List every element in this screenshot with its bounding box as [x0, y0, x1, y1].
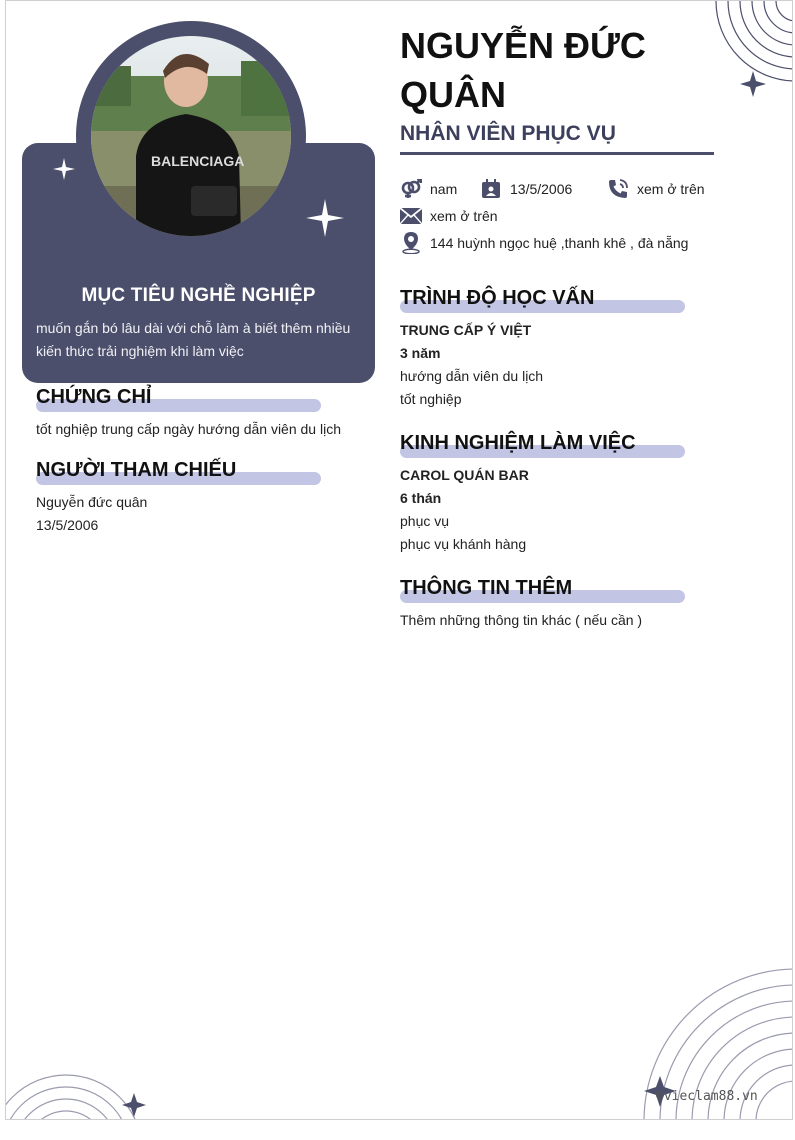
experience-task: phục vụ khánh hàng: [400, 536, 527, 552]
additional-title: THÔNG TIN THÊM: [400, 577, 573, 599]
birthday-value: 13/5/2006: [510, 181, 573, 197]
location-icon: [400, 232, 422, 254]
certificates-heading: [36, 386, 151, 409]
education-school: TRUNG CẤP Ý VIỆT: [400, 322, 532, 338]
sparkle-icon: [122, 1093, 146, 1117]
phone-icon: [607, 178, 629, 200]
svg-text:BALENCIAGA: BALENCIAGA: [151, 153, 245, 169]
phone-value: xem ở trên: [637, 181, 705, 197]
mail-icon: [400, 205, 422, 227]
cv-page: [5, 0, 793, 1120]
decorative-arcs-bottom-left: [6, 1061, 156, 1120]
education-title: TRÌNH ĐỘ HỌC VẤN: [400, 287, 595, 309]
references-title: NGƯỜI THAM CHIẾU: [36, 459, 237, 481]
address-value: 144 huỳnh ngọc huệ ,thanh khê , đà nẵng: [430, 235, 689, 251]
address-info: [400, 232, 688, 254]
sparkle-icon: [53, 158, 75, 180]
candidate-name-line: QUÂN: [400, 74, 506, 115]
gender-value: nam: [430, 181, 458, 197]
experience-duration: 6 thán: [400, 490, 442, 506]
experience-heading: [400, 432, 636, 455]
email-value: xem ở trên: [430, 208, 498, 224]
sparkle-icon: [740, 71, 766, 97]
career-goal-text: [36, 317, 364, 363]
gender-icon: [400, 178, 422, 200]
watermark: ©vieclam88.vn: [656, 1089, 758, 1104]
calendar-icon: [480, 178, 502, 200]
experience-company: CAROL QUÁN BAR: [400, 467, 529, 483]
education-heading: [400, 287, 594, 310]
education-major: hướng dẫn viên du lịch: [400, 368, 544, 384]
references-heading: [36, 459, 236, 482]
reference-date: 13/5/2006: [36, 517, 99, 533]
education-result: tốt nghiệp: [400, 391, 462, 407]
sparkle-icon: [306, 199, 344, 237]
career-goal-line: muốn gắn bó lâu dài với chỗ làm à biết thêm nhiều: [36, 320, 351, 336]
profile-photo: [91, 36, 291, 236]
additional-text: Thêm những thông tin khác ( nếu cần ): [400, 612, 643, 628]
birthday-info: [480, 178, 572, 200]
email-info: [400, 205, 498, 227]
additional-heading: [400, 577, 572, 600]
title-divider: [400, 152, 714, 155]
phone-info: [607, 178, 705, 200]
experience-title: KINH NGHIỆM LÀM VIỆC: [400, 432, 636, 454]
career-goal-line: kiến thức trải nghiệm khi làm việc: [36, 343, 244, 359]
reference-name: Nguyễn đức quân: [36, 494, 148, 510]
education-duration: 3 năm: [400, 345, 441, 361]
certificates-title: CHỨNG CHỈ: [36, 386, 152, 408]
job-title: NHÂN VIÊN PHỤC VỤ: [400, 122, 616, 145]
candidate-name: [400, 21, 720, 119]
certificates-text: tốt nghiệp trung cấp ngày hướng dẫn viên du lịch: [36, 421, 341, 437]
experience-position: phục vụ: [400, 513, 450, 529]
career-goal-title: MỤC TIÊU NGHỀ NGHIỆP: [81, 285, 316, 306]
candidate-name-line: NGUYỄN ĐỨC: [400, 25, 646, 66]
gender-info: [400, 178, 457, 200]
